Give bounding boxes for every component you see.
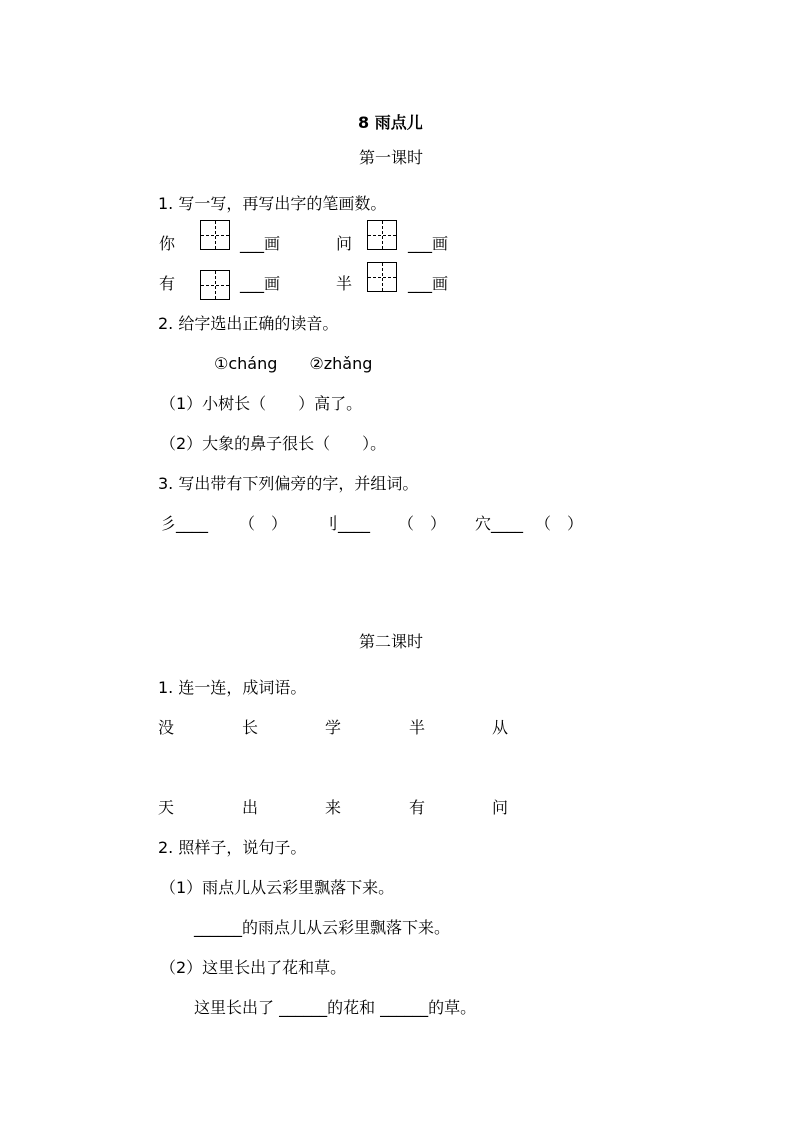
- radical-item: 彡____: [160, 514, 209, 533]
- match-bottom-char[interactable]: 天: [158, 798, 175, 817]
- radical-item: 穴____: [475, 514, 524, 533]
- writing-grid-box[interactable]: [367, 262, 397, 292]
- lesson1-q1-prompt: 1. 写一写，再写出字的笔画数。: [158, 194, 387, 213]
- lesson2-heading: 第二课时: [359, 632, 424, 651]
- fill-sentence-2[interactable]: 这里长出了 ______的花和 ______的草。: [194, 998, 477, 1017]
- sentence-1: （1）小树长（ ）高了。: [160, 394, 363, 413]
- match-top-char[interactable]: 没: [158, 718, 175, 737]
- example-sentence-2: （2）这里长出了花和草。: [160, 958, 347, 977]
- lesson1-q3-prompt: 3. 写出带有下列偏旁的字，并组词。: [158, 474, 419, 493]
- match-top-char[interactable]: 长: [242, 718, 259, 737]
- lesson1-q2-prompt: 2. 给字选出正确的读音。: [158, 314, 339, 333]
- example-sentence-1: （1）雨点儿从云彩里飘落下来。: [160, 878, 395, 897]
- stroke-count-blank[interactable]: ___画: [240, 274, 281, 293]
- match-bottom-char[interactable]: 来: [325, 798, 342, 817]
- match-top-char[interactable]: 从: [492, 718, 509, 737]
- radical-item: 刂____: [322, 514, 371, 533]
- pronunciation-options: ①cháng ②zhǎng: [214, 354, 373, 373]
- match-top-char[interactable]: 半: [409, 718, 426, 737]
- match-bottom-char[interactable]: 问: [492, 798, 509, 817]
- char-item: 半: [336, 274, 353, 293]
- stroke-count-blank[interactable]: ___画: [408, 274, 449, 293]
- stroke-count-blank[interactable]: ___画: [240, 234, 281, 253]
- char-item: 有: [159, 274, 176, 293]
- writing-grid-box[interactable]: [367, 220, 397, 250]
- word-paren[interactable]: （ ）: [535, 514, 584, 533]
- fill-sentence-1[interactable]: ______的雨点儿从云彩里飘落下来。: [194, 918, 451, 937]
- sentence-2: （2）大象的鼻子很长（ ）。: [160, 434, 387, 453]
- char-item: 你: [159, 234, 176, 253]
- writing-grid-box[interactable]: [200, 220, 230, 250]
- word-paren[interactable]: （ ）: [239, 514, 288, 533]
- lesson2-q2-prompt: 2. 照样子，说句子。: [158, 838, 307, 857]
- word-paren[interactable]: （ ）: [398, 514, 447, 533]
- stroke-count-blank[interactable]: ___画: [408, 234, 449, 253]
- lesson2-q1-prompt: 1. 连一连，成词语。: [158, 678, 307, 697]
- match-bottom-char[interactable]: 出: [242, 798, 259, 817]
- char-item: 问: [336, 234, 353, 253]
- page-title: 8 雨点儿: [358, 113, 423, 132]
- lesson1-heading: 第一课时: [359, 148, 424, 167]
- match-bottom-char[interactable]: 有: [409, 798, 426, 817]
- writing-grid-box[interactable]: [200, 270, 230, 300]
- match-top-char[interactable]: 学: [325, 718, 342, 737]
